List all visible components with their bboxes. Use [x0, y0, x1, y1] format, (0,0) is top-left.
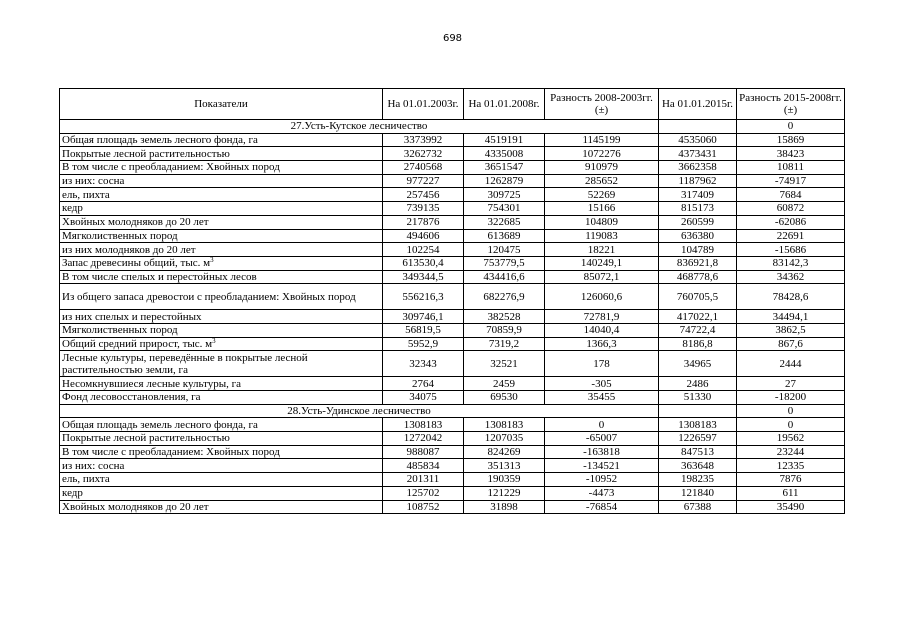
cell-v2015: 836921,8: [659, 256, 737, 270]
section-empty-cell: [659, 404, 737, 418]
cell-v2015: 34965: [659, 351, 737, 377]
cell-d0803: 178: [545, 351, 659, 377]
cell-d0803: 35455: [545, 391, 659, 405]
table-row: [60, 147, 845, 161]
cell-v2008: 120475: [464, 243, 545, 257]
cell-v2015: 8186,8: [659, 337, 737, 351]
row-label-cell: [60, 310, 383, 324]
cell-d0803: 52269: [545, 188, 659, 202]
row-label: из них спелых и перестойных: [62, 310, 202, 323]
table-row: [60, 432, 845, 446]
table-row: [60, 188, 845, 202]
row-label-cell: [60, 500, 383, 514]
cell-d0803: 126060,6: [545, 284, 659, 310]
cell-d1508: 19562: [737, 432, 845, 446]
cell-v2015: 260599: [659, 215, 737, 229]
cell-v2015: 636380: [659, 229, 737, 243]
cell-v2015: 4373431: [659, 147, 737, 161]
header-diff-2015-2008: Разность 2015-2008гг. (±): [737, 89, 845, 120]
table-row: [60, 459, 845, 473]
cell-d0803: -305: [545, 377, 659, 391]
cell-v2015: 760705,5: [659, 284, 737, 310]
cell-d1508: 35490: [737, 500, 845, 514]
cell-d0803: -163818: [545, 445, 659, 459]
cell-d0803: 15166: [545, 202, 659, 216]
cell-d1508: 15869: [737, 133, 845, 147]
cell-v2003: 217876: [383, 215, 464, 229]
cell-v2003: 201311: [383, 473, 464, 487]
table-row: [60, 229, 845, 243]
row-label-cell: [60, 473, 383, 487]
row-label: из них: сосна: [62, 175, 125, 188]
cell-d0803: -10952: [545, 473, 659, 487]
section-title: 27.Усть-Кутское лесничество: [60, 120, 659, 134]
cell-d1508: 2444: [737, 351, 845, 377]
cell-v2003: 309746,1: [383, 310, 464, 324]
cell-v2008: 70859,9: [464, 323, 545, 337]
cell-d0803: 1366,3: [545, 337, 659, 351]
cell-d0803: 85072,1: [545, 270, 659, 284]
row-label-cell: [60, 459, 383, 473]
cell-d0803: 72781,9: [545, 310, 659, 324]
header-diff-2008-2003: Разность 2008-2003гг. (±): [545, 89, 659, 120]
section-title: 28.Усть-Удинское лесничество: [60, 404, 659, 418]
superscript: 3: [210, 256, 214, 265]
cell-v2008: 4519191: [464, 133, 545, 147]
cell-v2003: 1308183: [383, 418, 464, 432]
cell-v2003: 108752: [383, 500, 464, 514]
table-row: [60, 256, 845, 270]
row-label: Мягколиственных пород: [62, 229, 178, 242]
row-label-cell: [60, 229, 383, 243]
cell-v2015: 51330: [659, 391, 737, 405]
row-label-cell: [60, 202, 383, 216]
row-label-cell: [60, 188, 383, 202]
row-label-cell: [60, 377, 383, 391]
cell-v2008: 351313: [464, 459, 545, 473]
row-label-cell: [60, 337, 383, 351]
row-label-cell: [60, 243, 383, 257]
table-row: [60, 337, 845, 351]
cell-d1508: 60872: [737, 202, 845, 216]
row-label: ель, пихта: [62, 473, 110, 486]
table-row: [60, 202, 845, 216]
cell-d0803: -65007: [545, 432, 659, 446]
row-label-cell: [60, 215, 383, 229]
row-label: Хвойных молодняков до 20 лет: [62, 216, 209, 229]
cell-d1508: -18200: [737, 391, 845, 405]
cell-v2003: 977227: [383, 174, 464, 188]
cell-v2008: 613689: [464, 229, 545, 243]
row-label-cell: [60, 256, 383, 270]
cell-d0803: 285652: [545, 174, 659, 188]
cell-v2015: 67388: [659, 500, 737, 514]
cell-v2015: 847513: [659, 445, 737, 459]
table-row: [60, 473, 845, 487]
cell-v2008: 121229: [464, 486, 545, 500]
row-label: Мягколиственных пород: [62, 324, 178, 337]
cell-v2003: 988087: [383, 445, 464, 459]
row-label: Лесные культуры, переведённые в покрытые лесной растительностью земли, га: [62, 351, 308, 376]
cell-v2008: 382528: [464, 310, 545, 324]
cell-d1508: 27: [737, 377, 845, 391]
cell-v2003: 3262732: [383, 147, 464, 161]
cell-v2015: 4535060: [659, 133, 737, 147]
row-label: В том числе спелых и перестойных лесов: [62, 270, 257, 283]
cell-d0803: -134521: [545, 459, 659, 473]
row-label: кедр: [62, 202, 83, 215]
cell-v2003: 349344,5: [383, 270, 464, 284]
cell-v2003: 613530,4: [383, 256, 464, 270]
table-row: [60, 351, 845, 377]
cell-v2003: 1272042: [383, 432, 464, 446]
cell-v2008: 309725: [464, 188, 545, 202]
table-row: [60, 323, 845, 337]
cell-v2008: 753779,5: [464, 256, 545, 270]
cell-d0803: 0: [545, 418, 659, 432]
row-label-cell: [60, 270, 383, 284]
cell-v2003: 2764: [383, 377, 464, 391]
table-row: [60, 445, 845, 459]
row-label-cell: [60, 174, 383, 188]
cell-d1508: -62086: [737, 215, 845, 229]
cell-d1508: -15686: [737, 243, 845, 257]
cell-v2008: 824269: [464, 445, 545, 459]
cell-d0803: -76854: [545, 500, 659, 514]
cell-v2003: 2740568: [383, 161, 464, 175]
cell-d1508: 7876: [737, 473, 845, 487]
section-header-row: [60, 404, 845, 418]
superscript: 3: [212, 336, 216, 345]
cell-d1508: 867,6: [737, 337, 845, 351]
cell-d1508: 34362: [737, 270, 845, 284]
cell-v2003: 102254: [383, 243, 464, 257]
table-body: [60, 120, 845, 514]
cell-d0803: 104809: [545, 215, 659, 229]
cell-d1508: -74917: [737, 174, 845, 188]
table-row: [60, 486, 845, 500]
table-row: [60, 133, 845, 147]
cell-d1508: 83142,3: [737, 256, 845, 270]
row-label-cell: [60, 284, 383, 310]
row-label-cell: [60, 418, 383, 432]
row-label: Общая площадь земель лесного фонда, га: [62, 134, 258, 147]
table-row: [60, 377, 845, 391]
header-indicators: Показатели: [60, 89, 383, 120]
row-label: В том числе с преобладанием: Хвойных пород: [62, 161, 280, 174]
cell-v2015: 1187962: [659, 174, 737, 188]
row-label: Несомкнувшиеся лесные культуры, га: [62, 377, 242, 390]
row-label: из них: сосна: [62, 459, 125, 472]
cell-v2003: 56819,5: [383, 323, 464, 337]
row-label: ель, пихта: [62, 188, 110, 201]
cell-v2008: 1262879: [464, 174, 545, 188]
cell-v2008: 682276,9: [464, 284, 545, 310]
table-row: [60, 418, 845, 432]
row-label: Покрытые лесной растительностью: [62, 147, 230, 160]
cell-d0803: 1145199: [545, 133, 659, 147]
row-label: Общая площадь земель лесного фонда, га: [62, 418, 258, 431]
row-label-cell: [60, 445, 383, 459]
row-label: из них молодняков до 20 лет: [62, 243, 196, 256]
cell-v2003: 5952,9: [383, 337, 464, 351]
table-row: [60, 391, 845, 405]
row-label: Покрытые лесной растительностью: [62, 432, 230, 445]
header-row: [60, 89, 845, 120]
cell-d1508: 7684: [737, 188, 845, 202]
cell-v2015: 2486: [659, 377, 737, 391]
cell-d0803: 18221: [545, 243, 659, 257]
cell-v2015: 468778,6: [659, 270, 737, 284]
cell-v2003: 257456: [383, 188, 464, 202]
section-header-row: [60, 120, 845, 134]
row-label-cell: [60, 323, 383, 337]
cell-d1508: 38423: [737, 147, 845, 161]
cell-d0803: 140249,1: [545, 256, 659, 270]
cell-v2015: 121840: [659, 486, 737, 500]
cell-v2008: 2459: [464, 377, 545, 391]
cell-v2008: 322685: [464, 215, 545, 229]
row-label: Запас древесины общий, тыс. м: [62, 257, 211, 270]
cell-v2015: 317409: [659, 188, 737, 202]
row-label-cell: [60, 161, 383, 175]
cell-d1508: 611: [737, 486, 845, 500]
cell-v2008: 190359: [464, 473, 545, 487]
cell-v2003: 34075: [383, 391, 464, 405]
cell-v2008: 434416,6: [464, 270, 545, 284]
cell-v2008: 1207035: [464, 432, 545, 446]
row-label-cell: [60, 351, 383, 377]
table-row: [60, 500, 845, 514]
cell-d1508: 22691: [737, 229, 845, 243]
cell-d0803: 1072276: [545, 147, 659, 161]
cell-d1508: 10811: [737, 161, 845, 175]
cell-v2003: 494606: [383, 229, 464, 243]
row-label-cell: [60, 147, 383, 161]
cell-d1508: 0: [737, 418, 845, 432]
header-2015: На 01.01.2015г.: [659, 89, 737, 120]
cell-v2008: 4335008: [464, 147, 545, 161]
row-label: Из общего запаса древостои с преобладанием: Хвойных пород: [62, 290, 356, 303]
cell-d0803: -4473: [545, 486, 659, 500]
cell-v2015: 3662358: [659, 161, 737, 175]
cell-v2003: 32343: [383, 351, 464, 377]
page-number: 698: [442, 33, 463, 44]
cell-v2003: 485834: [383, 459, 464, 473]
row-label: Фонд лесовосстановления, га: [62, 391, 201, 404]
header-2008: На 01.01.2008г.: [464, 89, 545, 120]
cell-v2008: 31898: [464, 500, 545, 514]
cell-d0803: 14040,4: [545, 323, 659, 337]
cell-d1508: 12335: [737, 459, 845, 473]
cell-v2015: 1308183: [659, 418, 737, 432]
row-label: кедр: [62, 487, 83, 500]
cell-v2008: 3651547: [464, 161, 545, 175]
table-row: [60, 270, 845, 284]
cell-v2015: 198235: [659, 473, 737, 487]
cell-v2003: 739135: [383, 202, 464, 216]
cell-d0803: 119083: [545, 229, 659, 243]
cell-v2008: 754301: [464, 202, 545, 216]
cell-d0803: 910979: [545, 161, 659, 175]
cell-v2008: 7319,2: [464, 337, 545, 351]
cell-v2015: 815173: [659, 202, 737, 216]
cell-v2003: 3373992: [383, 133, 464, 147]
cell-v2008: 1308183: [464, 418, 545, 432]
forest-fund-table: [59, 88, 845, 514]
table-row: [60, 243, 845, 257]
table-row: [60, 174, 845, 188]
table-row: [60, 310, 845, 324]
row-label-cell: [60, 133, 383, 147]
row-label: Общий средний прирост, тыс. м: [62, 337, 213, 350]
cell-v2008: 32521: [464, 351, 545, 377]
cell-v2003: 125702: [383, 486, 464, 500]
cell-v2015: 417022,1: [659, 310, 737, 324]
cell-v2008: 69530: [464, 391, 545, 405]
row-label-cell: [60, 486, 383, 500]
cell-v2015: 1226597: [659, 432, 737, 446]
table-row: [60, 284, 845, 310]
section-diff: 0: [737, 120, 845, 134]
cell-d1508: 23244: [737, 445, 845, 459]
cell-v2015: 104789: [659, 243, 737, 257]
row-label: В том числе с преобладанием: Хвойных пород: [62, 446, 280, 459]
cell-v2003: 556216,3: [383, 284, 464, 310]
cell-d1508: 3862,5: [737, 323, 845, 337]
section-empty-cell: [659, 120, 737, 134]
cell-v2015: 74722,4: [659, 323, 737, 337]
cell-v2015: 363648: [659, 459, 737, 473]
table-row: [60, 161, 845, 175]
row-label: Хвойных молодняков до 20 лет: [62, 500, 209, 513]
header-2003: На 01.01.2003г.: [383, 89, 464, 120]
cell-d1508: 78428,6: [737, 284, 845, 310]
section-diff: 0: [737, 404, 845, 418]
table-row: [60, 215, 845, 229]
row-label-cell: [60, 432, 383, 446]
cell-d1508: 34494,1: [737, 310, 845, 324]
row-label-cell: [60, 391, 383, 405]
